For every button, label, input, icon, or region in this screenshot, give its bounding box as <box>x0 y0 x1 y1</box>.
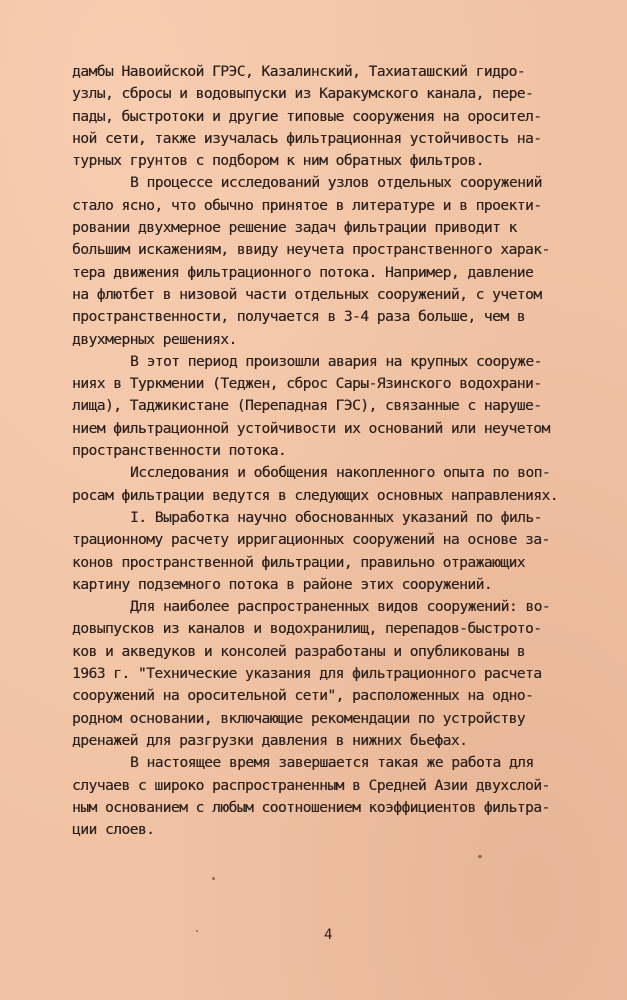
text-line: картину подземного потока в районе этих сооружений. <box>72 575 493 593</box>
text-line: турных грунтов с подбором к ним обратных фильтров. <box>72 152 484 170</box>
paper-speck <box>212 877 215 880</box>
text-line: ровании двухмерное решение задач фильтрации приводит к <box>72 219 517 237</box>
text-line: сооружений на оросительной сети", расположенных на одно- <box>72 687 534 705</box>
paragraph-first-line: В настоящее время завершается такая же работа для <box>130 754 534 772</box>
body-text <box>72 61 602 841</box>
text-line: случаев с широко распространенным в Средней Азии двухслой- <box>72 776 550 794</box>
text-line: дамбы Навоийской ГРЭС, Казалинский, Тахиаташский гидро- <box>72 63 525 80</box>
paper-speck <box>478 855 482 858</box>
text-line: на флютбет в низовой части отдельных сооружений, с учетом <box>72 285 542 303</box>
text-line: стало ясно, что обычно принятое в литературе и в проекти- <box>72 196 542 214</box>
paragraph-first-line: В этот период произошли авария на крупных сооруже- <box>130 352 542 370</box>
paper-speck <box>196 930 198 932</box>
text-line: большим искажениям, ввиду неучета пространственного харак- <box>72 241 550 259</box>
text-line: пространственности потока. <box>72 442 287 460</box>
text-line: ниях в Туркмении (Теджен, сброс Сары-Язинского водохрани- <box>72 375 542 393</box>
paragraph-first-line: Для наиболее распространенных видов сооружений: во- <box>130 598 551 616</box>
page-number: 4 <box>324 927 333 943</box>
text-line: пространственности, получается в 3-4 раза больше, чем в <box>72 308 525 326</box>
text-line: ным основанием с любым соотношением коэффициентов фильтра- <box>72 798 550 816</box>
text-line: двухмерных решениях. <box>72 330 237 348</box>
text-line: лища), Таджикистане (Перепадная ГЭС), связанные с наруше- <box>72 397 542 415</box>
paragraph-first-line: В процессе исследований узлов отдельных сооружений <box>130 174 542 192</box>
text-line: довыпусков из каналов и водохранилищ, перепадов-быстрото- <box>72 620 542 638</box>
text-line: росам фильтрации ведутся в следующих основных направлениях. <box>72 486 558 504</box>
text-line: тера движения фильтрационного потока. Например, давление <box>72 263 534 281</box>
paragraph-first-line: I. Выработка научно обоснованных указаний по филь- <box>130 508 542 526</box>
text-line: ков и акведуков и консолей разработаны и опубликованы в <box>72 642 525 660</box>
text-line: 1963 г. "Технические указания для фильтрационного расчета <box>72 665 542 683</box>
text-line: ции слоев. <box>72 821 155 839</box>
text-line: дренажей для разгрузки давления в нижних бьефах. <box>72 731 468 749</box>
text-line: ной сети, также изучалась фильтрационная устойчивость на- <box>72 129 542 147</box>
text-line: трационному расчету ирригационных сооружений на основе за- <box>72 531 550 549</box>
text-line: конов пространственной фильтрации, правильно отражающих <box>72 553 525 571</box>
text-line: узлы, сбросы и водовыпуски из Каракумского канала, пере- <box>72 85 534 103</box>
text-line: родном основании, включающие рекомендации по устройству <box>72 709 525 727</box>
text-line: нием фильтрационной устойчивости их оснований или неучетом <box>72 419 550 437</box>
paragraph-first-line: Исследования и обобщения накопленного опыта по воп- <box>130 464 551 482</box>
text-line: пады, быстротоки и другие типовые сооружения на оросител- <box>72 107 542 125</box>
